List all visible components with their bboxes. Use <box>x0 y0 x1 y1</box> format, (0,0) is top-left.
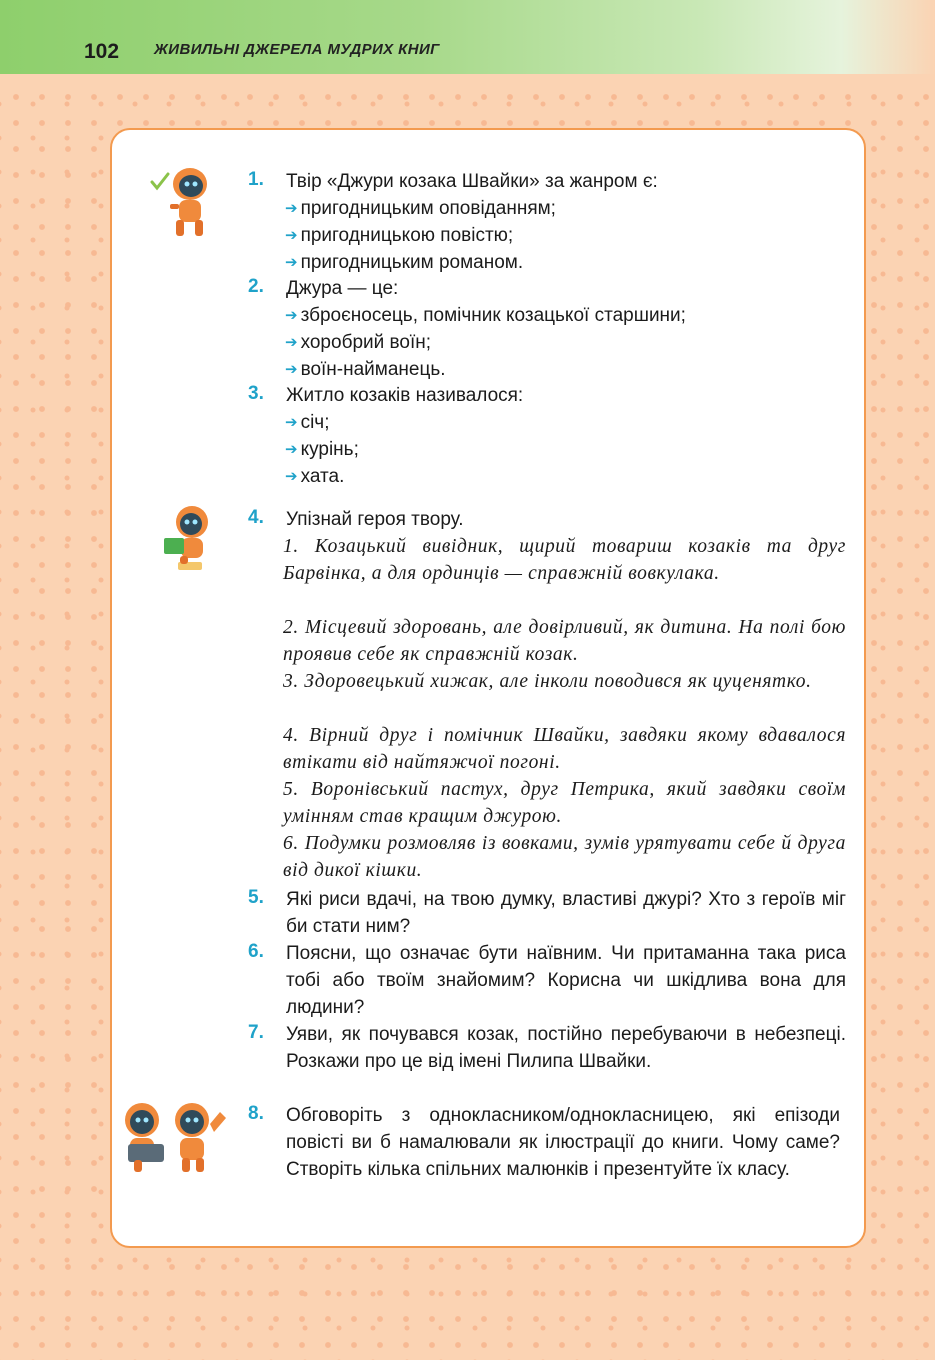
answer-option: ➔ січ; <box>285 409 329 436</box>
question-text: Джура — це: <box>286 278 399 299</box>
arrow-icon: ➔ <box>285 441 298 458</box>
question-number: 7. <box>248 1022 264 1043</box>
answer-option: ➔ хата. <box>285 463 344 490</box>
arrow-icon: ➔ <box>285 334 298 351</box>
question-number: 8. <box>248 1103 264 1124</box>
answer-option: ➔ пригодницьким оповіданням; <box>285 195 556 222</box>
two-robots-icon <box>114 1098 232 1178</box>
hero-description: 6. Подумки розмовляв із вовками, зумів урятувати себе й друга від дикої кішки. <box>283 833 846 881</box>
arrow-icon: ➔ <box>285 468 298 485</box>
question-number: 6. <box>248 941 264 962</box>
hero-description: 3. Здоровецький хижак, але інколи поводився як цуценятко. <box>283 671 812 692</box>
question-number: 2. <box>248 276 264 297</box>
arrow-icon: ➔ <box>285 414 298 431</box>
question-text: Упізнай героя твору. <box>286 509 464 530</box>
arrow-icon: ➔ <box>285 227 298 244</box>
question-text: Обговоріть з однокласником/однокласницею, які епізоди повісті ви б намалювали як ілюстрації до книги. Чому саме? Створіть кілька спільних малюнків і презентуйте їх класу. <box>286 1105 840 1180</box>
arrow-icon: ➔ <box>285 254 298 271</box>
hero-description: 4. Вірний друг і помічник Швайки, завдяки якому вдавалося втікати від найтяжчої погоні. <box>283 725 846 773</box>
answer-option: ➔ пригодницьким романом. <box>285 249 523 276</box>
robot-reading-book-icon <box>158 500 220 580</box>
robot-checkmark-icon <box>148 162 218 242</box>
arrow-icon: ➔ <box>285 307 298 324</box>
question-text: Уяви, як почувався козак, постійно перебуваючи в небезпеці. Розкажи про це від імені Пилипа Швайки. <box>286 1024 846 1072</box>
question-text: Які риси вдачі, на твою думку, властиві джурі? Хто з героїв міг би стати ним? <box>286 889 846 937</box>
question-number: 1. <box>248 169 264 190</box>
question-text: Поясни, що означає бути наївним. Чи притаманна така риса тобі або твоїм знайомим? Корисна чи шкідлива вона для людини? <box>286 943 846 1018</box>
question-number: 5. <box>248 887 264 908</box>
answer-option: ➔ пригодницькою повістю; <box>285 222 513 249</box>
question-number: 4. <box>248 507 264 528</box>
hero-description: 5. Воронівський пастух, друг Петрика, який завдяки своїм умінням став кращим джурою. <box>283 779 846 827</box>
hero-description: 1. Козацький вивідник, щирий товариш козаків та друг Барвінка, а для ординців — справжній вовкулака. <box>283 536 846 584</box>
arrow-icon: ➔ <box>285 361 298 378</box>
page-number: 102 <box>84 40 120 63</box>
answer-option: ➔ зброєносець, помічник козацької старшини; <box>285 302 686 329</box>
running-title: ЖИВИЛЬНІ ДЖЕРЕЛА МУДРИХ КНИГ <box>154 41 440 58</box>
question-text: Твір «Джури козака Швайки» за жанром є: <box>286 171 658 192</box>
answer-option: ➔ хоробрий воїн; <box>285 329 431 356</box>
question-number: 3. <box>248 383 264 404</box>
arrow-icon: ➔ <box>285 200 298 217</box>
hero-description: 2. Місцевий здоровань, але довірливий, як дитина. На полі бою проявив себе як справжній козак. <box>283 617 846 665</box>
page-header <box>0 0 935 74</box>
answer-option: ➔ воїн-найманець. <box>285 356 446 383</box>
answer-option: ➔ курінь; <box>285 436 359 463</box>
question-text: Житло козаків називалося: <box>286 385 524 406</box>
